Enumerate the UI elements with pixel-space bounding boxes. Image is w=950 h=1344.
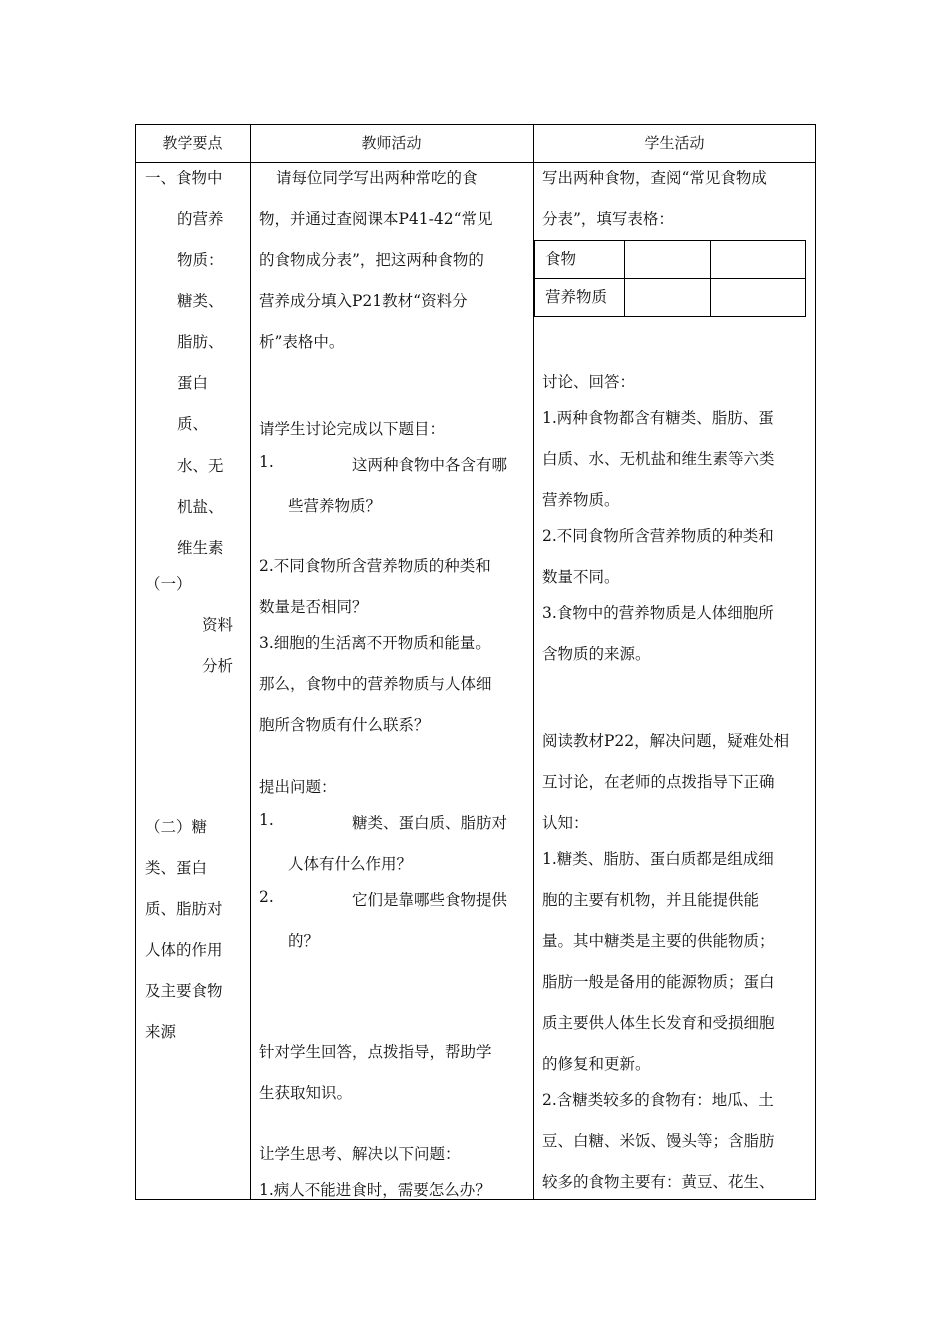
student-line: 2.不同食物所含营养物质的种类和 (542, 527, 774, 545)
point-line: 糖类、 (177, 292, 224, 310)
teacher-line: 些营养物质？ (288, 497, 382, 515)
teacher-line: 析”表格中。 (259, 333, 345, 351)
point-line: 质、脂肪对 (145, 900, 223, 918)
teacher-line: 提出问题： (259, 778, 337, 796)
point-line: 水、无 (177, 457, 224, 475)
teacher-line: 那么，食物中的营养物质与人体细 (259, 675, 492, 693)
student-line: 互讨论，在老师的点拨指导下正确 (542, 773, 775, 791)
point-line: 一、食物中 (145, 169, 223, 187)
point-line: 人体的作用 (145, 941, 223, 959)
student-line: 1.两种食物都含有糖类、脂肪、蛋 (542, 409, 774, 427)
point-line: 资料 (202, 616, 234, 634)
point-line: 类、蛋白 (145, 859, 208, 877)
student-line: 较多的食物主要有：黄豆、花生、 (542, 1173, 775, 1191)
point-line: 维生素 (177, 539, 224, 557)
column-divider-1 (250, 124, 251, 1200)
subtable-col-divider (710, 241, 711, 316)
student-line: 脂肪一般是备用的能源物质；蛋白 (542, 973, 775, 991)
teacher-line: 2. (259, 888, 274, 906)
point-line: （二）糖 (145, 818, 208, 836)
student-line: 白质、水、无机盐和维生素等六类 (542, 450, 775, 468)
student-line: 豆、白糖、米饭、馒头等；含脂肪 (542, 1132, 775, 1150)
subtable-nutrient-label: 营养物质 (545, 288, 608, 306)
point-line: 机盐、 (177, 498, 224, 516)
teacher-line: 请学生讨论完成以下题目： (259, 420, 446, 438)
teacher-line: 人体有什么作用？ (288, 855, 413, 873)
teacher-line: 数量是否相同？ (259, 598, 368, 616)
teacher-line: 的？ (288, 932, 320, 950)
student-line: 含物质的来源。 (542, 645, 651, 663)
header-teaching-points: 教学要点 (162, 134, 223, 152)
teacher-line: 3.细胞的生活离不开物质和能量。 (259, 634, 491, 652)
teacher-line: 这两种食物中各含有哪 (352, 456, 508, 474)
student-line: 数量不同。 (542, 568, 620, 586)
point-line: 蛋白 (177, 374, 209, 392)
student-line: 2.含糖类较多的食物有：地瓜、土 (542, 1091, 774, 1109)
subtable-col-divider (624, 241, 625, 316)
teacher-line: 1.病人不能进食时，需要怎么办？ (259, 1181, 491, 1199)
teacher-line: 让学生思考、解决以下问题： (259, 1145, 461, 1163)
food-nutrient-subtable (534, 240, 806, 317)
point-line: 物质： (177, 251, 224, 269)
point-line: 分析 (202, 657, 234, 675)
student-line: 认知： (542, 814, 589, 832)
teacher-line: 1. (259, 453, 274, 471)
point-line: （一） (145, 575, 192, 593)
student-line: 讨论、回答： (542, 373, 636, 391)
teacher-line: 胞所含物质有什么联系？ (259, 716, 430, 734)
teacher-line: 针对学生回答，点拨指导，帮助学 (259, 1043, 492, 1061)
student-line: 写出两种食物，查阅“常见食物成 (542, 169, 767, 187)
header-teacher-activity: 教师活动 (361, 134, 422, 152)
teacher-line: 糖类、蛋白质、脂肪对 (352, 814, 508, 832)
student-line: 1.糖类、脂肪、蛋白质都是组成细 (542, 850, 774, 868)
student-line: 质主要供人体生长发育和受损细胞 (542, 1014, 775, 1032)
teacher-line: 营养成分填入P21教材“资料分 (259, 292, 468, 310)
student-line: 胞的主要有机物，并且能提供能 (542, 891, 760, 909)
teacher-line: 1. (259, 811, 274, 829)
header-student-activity: 学生活动 (644, 134, 705, 152)
teacher-line: 生获取知识。 (259, 1084, 353, 1102)
teacher-line: 它们是靠哪些食物提供 (352, 891, 508, 909)
student-line: 分表”，填写表格： (542, 210, 674, 228)
teacher-line: 物，并通过查阅课本P41-42“常见 (259, 210, 493, 228)
point-line: 脂肪、 (177, 333, 224, 351)
subtable-row-divider (535, 278, 805, 279)
teacher-line: 的食物成分表”，把这两种食物的 (259, 251, 484, 269)
teacher-line: 2.不同食物所含营养物质的种类和 (259, 557, 491, 575)
teacher-line: 请每位同学写出两种常吃的食 (276, 169, 478, 187)
point-line: 及主要食物 (145, 982, 223, 1000)
point-line: 来源 (145, 1023, 177, 1041)
student-line: 的修复和更新。 (542, 1055, 651, 1073)
point-line: 质、 (177, 415, 209, 433)
header-row-divider (135, 162, 816, 163)
student-line: 营养物质。 (542, 491, 620, 509)
subtable-food-label: 食物 (545, 250, 577, 268)
student-line: 3.食物中的营养物质是人体细胞所 (542, 604, 774, 622)
student-line: 阅读教材P22，解决问题，疑难处相 (542, 732, 790, 750)
point-line: 的营养 (177, 210, 224, 228)
student-line: 量。其中糖类是主要的供能物质； (542, 932, 775, 950)
